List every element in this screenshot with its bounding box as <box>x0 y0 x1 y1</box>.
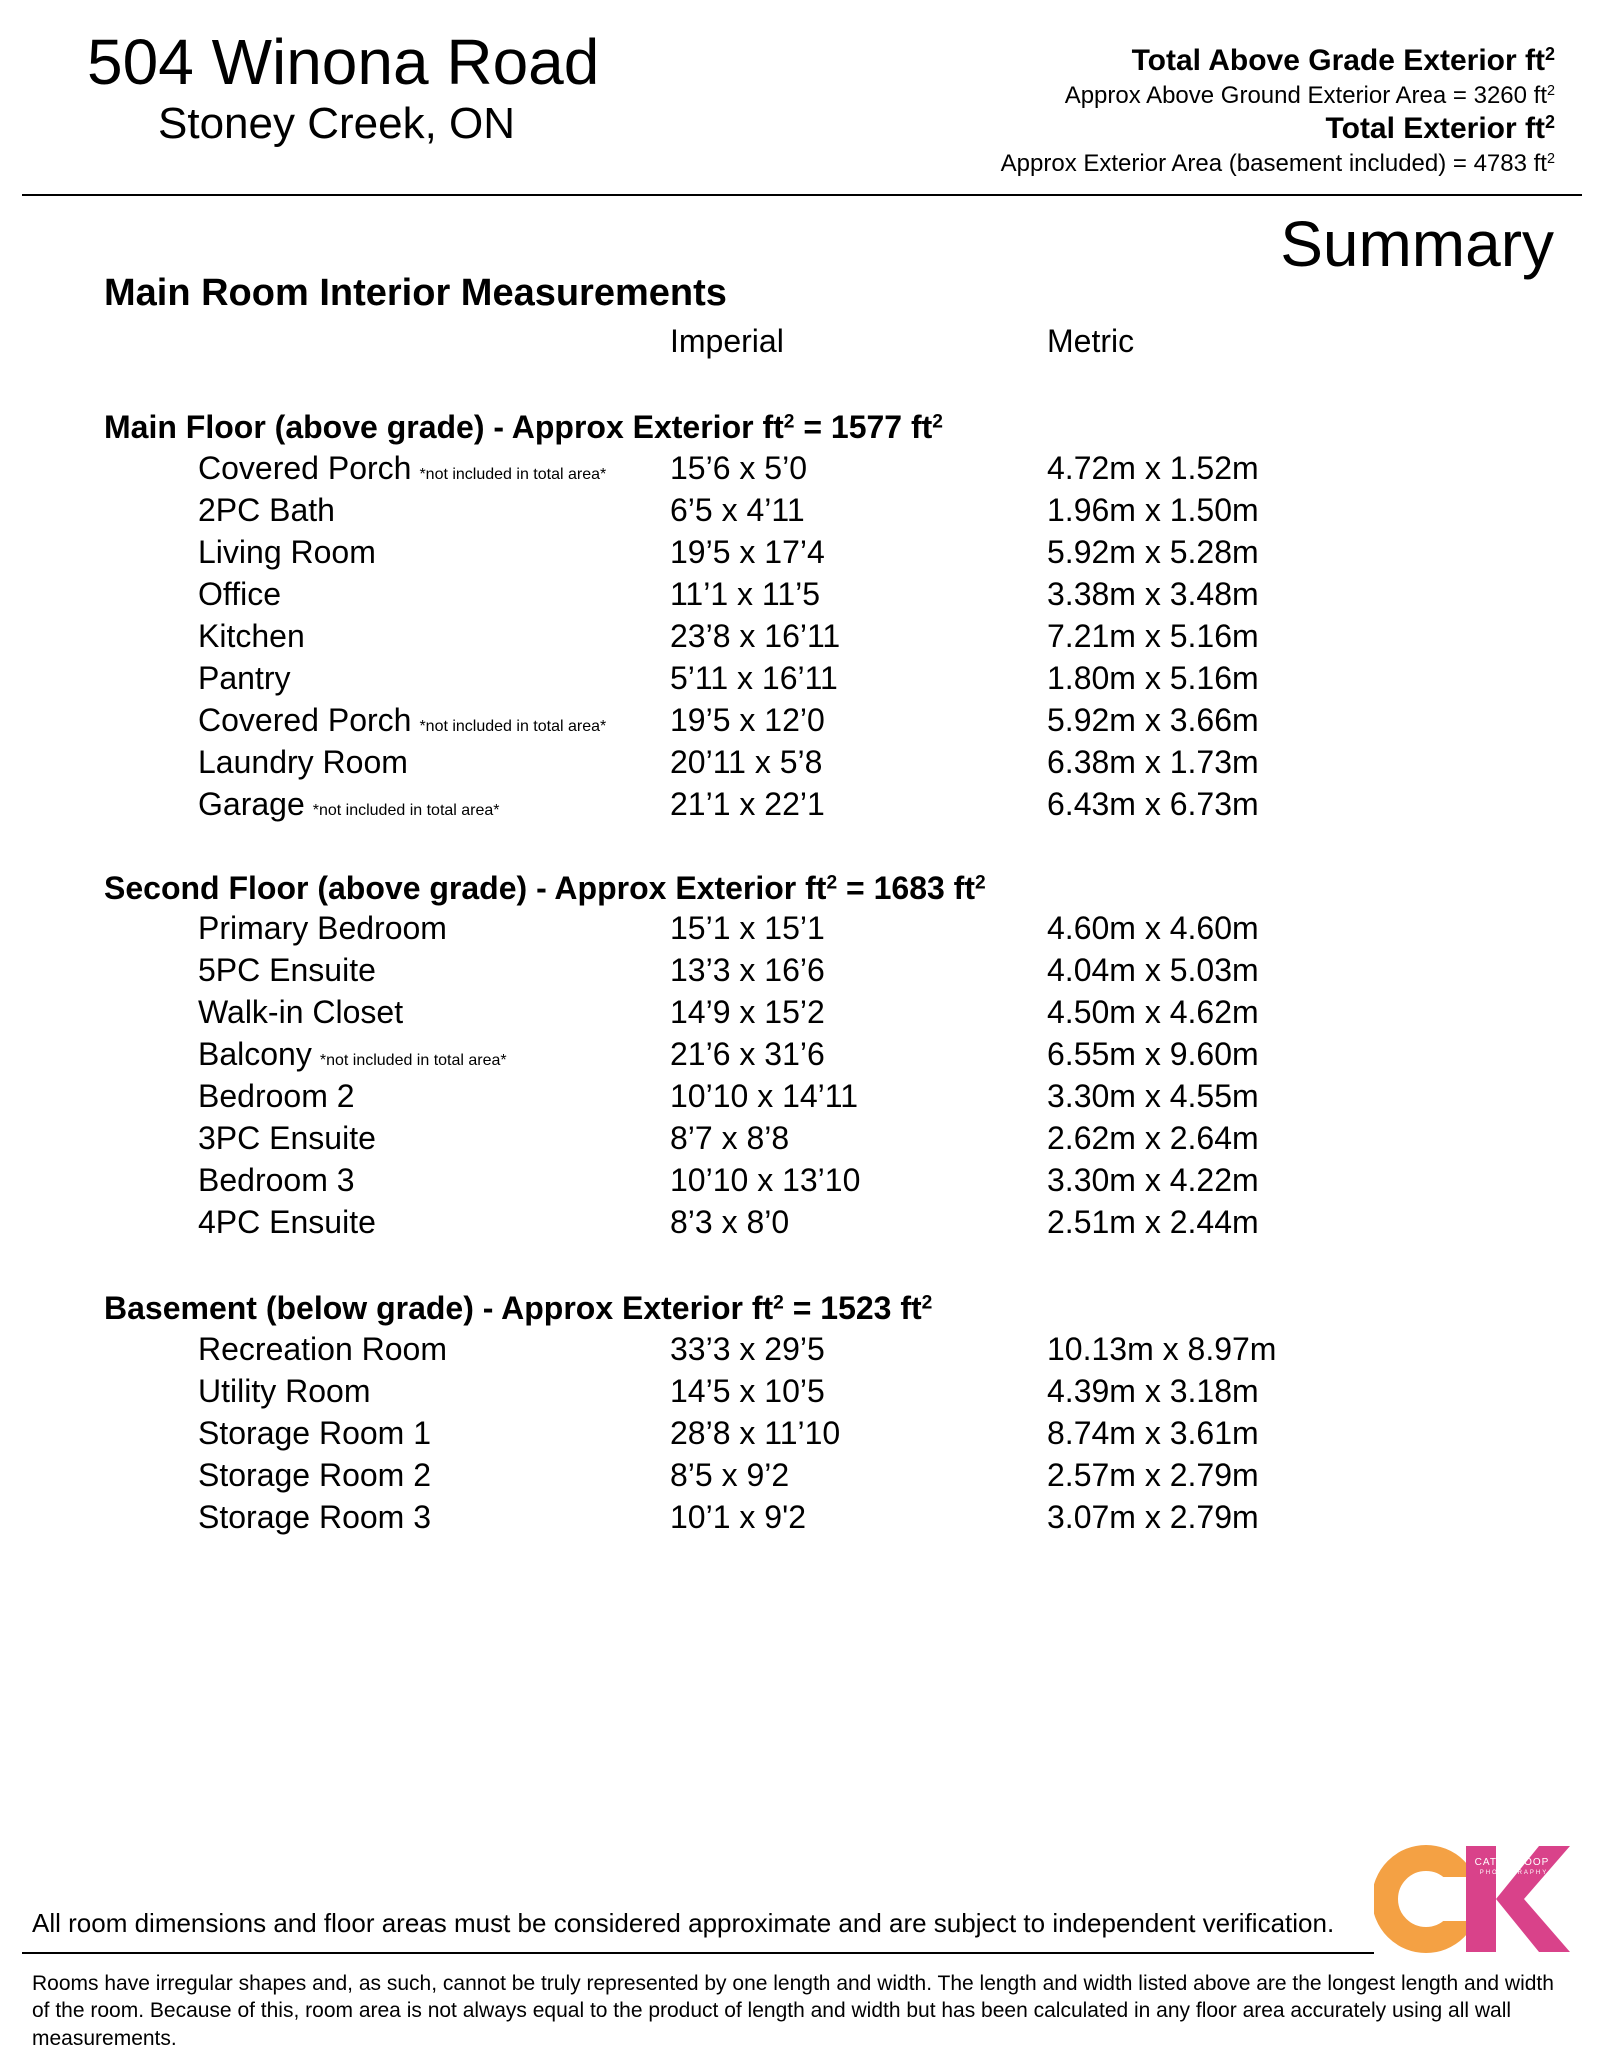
room-row <box>0 494 1600 536</box>
room-metric: 4.50m x 4.62m <box>1047 994 1259 1030</box>
room-name-text: Laundry Room <box>198 744 408 780</box>
room-name-text: 3PC Ensuite <box>198 1120 376 1156</box>
logo-brand-text: CATHY KOOP <box>1474 1857 1550 1868</box>
cathy-koop-logo <box>1374 1844 1574 1954</box>
room-name <box>198 912 447 944</box>
room-metric: 2.51m x 2.44m <box>1047 1204 1259 1240</box>
room-row <box>0 1164 1600 1206</box>
room-imperial: 21’1 x 22’1 <box>670 786 825 822</box>
room-imperial: 10’10 x 13’10 <box>670 1162 861 1198</box>
room-name-text: Kitchen <box>198 618 305 654</box>
room-imperial: 15’6 x 5’0 <box>670 450 807 486</box>
room-metric: 7.21m x 5.16m <box>1047 618 1259 654</box>
room-metric: 3.30m x 4.55m <box>1047 1078 1259 1114</box>
room-imperial: 8’3 x 8’0 <box>670 1204 790 1240</box>
room-name <box>198 1333 447 1365</box>
room-note: *not included in total area* <box>419 718 607 735</box>
room-imperial: 11’1 x 11’5 <box>670 576 821 612</box>
room-imperial: 5’11 x 16’11 <box>670 660 838 696</box>
room-row <box>0 452 1600 494</box>
room-metric: 4.04m x 5.03m <box>1047 952 1259 988</box>
room-imperial: 20’11 x 5’8 <box>670 744 823 780</box>
room-name <box>198 1375 370 1407</box>
room-imperial: 33’3 x 29’5 <box>670 1331 825 1367</box>
room-name-text: Primary Bedroom <box>198 910 447 946</box>
room-imperial: 8’5 x 9’2 <box>670 1457 790 1493</box>
room-name <box>198 1164 355 1196</box>
room-row <box>0 912 1600 954</box>
room-imperial: 28’8 x 11’10 <box>670 1415 841 1451</box>
room-metric: 2.62m x 2.64m <box>1047 1120 1259 1156</box>
room-metric: 1.96m x 1.50m <box>1047 492 1259 528</box>
total-exterior-value: Approx Exterior Area (basement included) = 4783 $ft^2$ <box>1000 150 1555 177</box>
room-imperial: 8’7 x 8’8 <box>670 1120 790 1156</box>
room-name <box>198 746 408 778</box>
disclaimer: All room dimensions and floor areas must be considered approximate and are subject to independent verification. <box>32 1908 1335 1938</box>
room-row <box>0 620 1600 662</box>
room-name-text: Living Room <box>198 534 376 570</box>
room-name-text: 5PC Ensuite <box>198 952 376 988</box>
room-imperial: 15’1 x 15’1 <box>670 910 825 946</box>
room-name-text: Garage <box>198 786 305 822</box>
room-name <box>198 954 376 986</box>
main-title: Main Room Interior Measurements <box>104 272 727 314</box>
room-metric: 6.38m x 1.73m <box>1047 744 1259 780</box>
room-row <box>0 996 1600 1038</box>
room-row <box>0 746 1600 788</box>
column-header-imperial: Imperial <box>670 323 784 359</box>
room-metric: 4.60m x 4.60m <box>1047 910 1259 946</box>
room-row <box>0 704 1600 746</box>
room-name <box>198 704 606 736</box>
room-name <box>198 1038 507 1070</box>
room-imperial: 21’6 x 31’6 <box>670 1036 825 1072</box>
room-metric: 6.55m x 9.60m <box>1047 1036 1259 1072</box>
room-row <box>0 1206 1600 1248</box>
room-row <box>0 1122 1600 1164</box>
room-name-text: Recreation Room <box>198 1331 447 1367</box>
room-metric: 6.43m x 6.73m <box>1047 786 1259 822</box>
summary-heading: Summary <box>1280 208 1554 280</box>
room-row <box>0 1459 1600 1501</box>
header-divider <box>22 194 1582 196</box>
room-imperial: 23’8 x 16’11 <box>670 618 841 654</box>
room-row <box>0 578 1600 620</box>
room-row <box>0 1080 1600 1122</box>
section-title-basement: Basement (below grade) - Approx Exterior $ft^2 = 1523$ $ft^2$ <box>104 1290 933 1326</box>
room-name-text: Bedroom 2 <box>198 1078 355 1114</box>
room-metric: 3.07m x 2.79m <box>1047 1499 1259 1535</box>
room-row <box>0 1375 1600 1417</box>
room-metric: 5.92m x 3.66m <box>1047 702 1259 738</box>
room-name-text: Office <box>198 576 281 612</box>
room-name <box>198 996 403 1028</box>
room-name-text: Bedroom 3 <box>198 1162 355 1198</box>
room-note: *not included in total area* <box>419 466 607 483</box>
room-row <box>0 1038 1600 1080</box>
room-metric: 4.72m x 1.52m <box>1047 450 1259 486</box>
room-imperial: 19’5 x 17’4 <box>670 534 825 570</box>
room-metric: 1.80m x 5.16m <box>1047 660 1259 696</box>
room-name <box>198 1501 431 1533</box>
room-name-text: Storage Room 1 <box>198 1415 432 1451</box>
room-metric: 10.13m x 8.97m <box>1047 1331 1277 1367</box>
room-metric: 2.57m x 2.79m <box>1047 1457 1259 1493</box>
room-name <box>198 1459 431 1491</box>
room-name-text: Pantry <box>198 660 291 696</box>
room-metric: 3.30m x 4.22m <box>1047 1162 1259 1198</box>
room-name-text: Storage Room 3 <box>198 1499 432 1535</box>
room-name <box>198 578 281 610</box>
room-name <box>198 1080 355 1112</box>
measurement-note: Rooms have irregular shapes and, as such, cannot be truly represented by one length and width. The length and width listed above are the longest length and width of the room. Because of this, room area is not always equal to the product of length and width but has been calculated in any floor area accurately using all wall measurements. <box>32 1972 1554 2050</box>
room-metric: 3.38m x 3.48m <box>1047 576 1259 612</box>
logo-sub-text: PHOTOGRAPHY <box>1479 1870 1549 1876</box>
room-name-text: Covered Porch <box>198 450 412 486</box>
room-name-text: Walk-in Closet <box>198 994 404 1030</box>
room-row <box>0 1501 1600 1543</box>
room-metric: 8.74m x 3.61m <box>1047 1415 1259 1451</box>
above-grade-value: Approx Above Ground Exterior Area = 3260 $ft^2$ <box>1064 82 1555 109</box>
room-note: *not included in total area* <box>312 802 500 819</box>
room-imperial: 14’5 x 10’5 <box>670 1373 825 1409</box>
room-metric: 5.92m x 5.28m <box>1047 534 1259 570</box>
room-row <box>0 1333 1600 1375</box>
room-name-text: Utility Room <box>198 1373 371 1409</box>
room-name <box>198 1122 376 1154</box>
room-metric: 4.39m x 3.18m <box>1047 1373 1259 1409</box>
room-imperial: 6’5 x 4’11 <box>670 492 805 528</box>
room-imperial: 13’3 x 16’6 <box>670 952 825 988</box>
room-name <box>198 452 606 484</box>
column-header-metric: Metric <box>1047 323 1135 359</box>
room-row <box>0 954 1600 996</box>
room-row <box>0 662 1600 704</box>
room-name-text: Storage Room 2 <box>198 1457 432 1493</box>
room-note: *not included in total area* <box>319 1052 507 1069</box>
room-imperial: 10’10 x 14’11 <box>670 1078 858 1114</box>
total-exterior-title: Total Exterior $ft^2$ <box>1325 112 1555 145</box>
room-name <box>198 662 290 694</box>
room-imperial: 10’1 x 9'2 <box>670 1499 806 1535</box>
room-name <box>198 620 305 652</box>
room-name <box>198 1206 376 1238</box>
room-name <box>198 788 500 820</box>
room-row <box>0 1417 1600 1459</box>
room-imperial: 19’5 x 12’0 <box>670 702 825 738</box>
room-name-text: 4PC Ensuite <box>198 1204 376 1240</box>
footer-divider <box>22 1952 1374 1954</box>
room-name <box>198 494 335 526</box>
address-line-2: Stoney Creek, ON <box>158 99 516 148</box>
room-name <box>198 536 376 568</box>
room-imperial: 14’9 x 15’2 <box>670 994 825 1030</box>
above-grade-title: Total Above Grade Exterior $ft^2$ <box>1131 44 1555 77</box>
section-title-second-floor: Second Floor (above grade) - Approx Exterior $ft^2 = 1683$ $ft^2$ <box>104 870 986 906</box>
room-row <box>0 536 1600 578</box>
room-row <box>0 788 1600 830</box>
section-title-main-floor: Main Floor (above grade) - Approx Exterior $ft^2 = 1577$ $ft^2$ <box>104 409 943 445</box>
room-name-text: Balcony <box>198 1036 312 1072</box>
room-name-text: 2PC Bath <box>198 492 335 528</box>
room-name-text: Covered Porch <box>198 702 412 738</box>
address-line-1: 504 Winona Road <box>87 26 600 98</box>
room-name <box>198 1417 431 1449</box>
